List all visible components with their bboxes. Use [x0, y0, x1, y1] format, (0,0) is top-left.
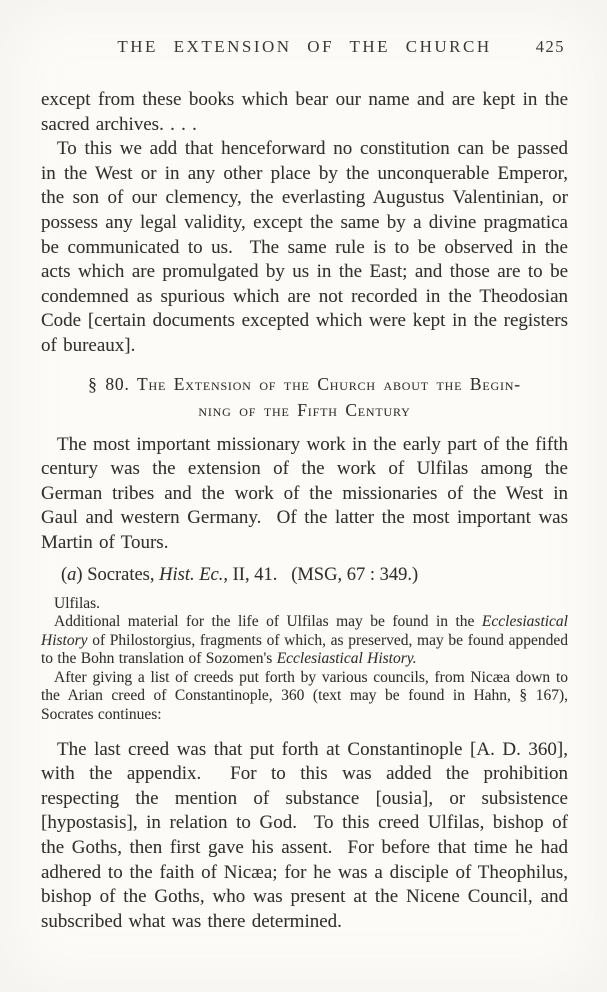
running-head-title: THE EXTENSION OF THE CHURCH [117, 37, 492, 56]
note-para-sources [41, 613, 573, 669]
section-heading-line1: § 80. The Extension of the Church about the Begin- [88, 373, 521, 394]
section-heading [41, 371, 568, 423]
note-heading: Ulfilas. [54, 594, 101, 612]
note-para-context: After giving a list of creeds put forth by various councils, from Nicæa down to the Arian creed of Constantinople, 360 (text may be found in Hahn, § 167), Socrates continues: [41, 668, 573, 724]
paragraph-constitution: To this we add that henceforward no constitution can be passed in the West or in any other place by the unconquerable Emperor, the son of our clemency, the everlasting Augustus Valentinian, or possess any legal validity, except the same by a divine pragmatica be communicated to us. The same rule is to be observed in the acts which are promulgated by us in the East; and those are to be condemned as spurious which are not recorded in the Theodosian Code [certain documents excepted which were kept in the registers of bureaux]. [41, 138, 575, 356]
paragraph-archives: except from these books which bear our name and are kept in the sacred archives. . . . [41, 89, 575, 135]
citation-work-title: Hist. Ec. [159, 564, 224, 585]
section-heading-line2: ning of the Fifth Century [198, 399, 411, 420]
citation-line [41, 563, 568, 587]
running-head [41, 36, 568, 58]
citation-source: ) Socrates, [76, 564, 160, 585]
note-work-title-1: Ecclesiastical History [41, 613, 573, 649]
citation-reference: , II, 41. (MSG, 67 : 349.) [223, 564, 419, 585]
note-sources-lead: Additional material for the life of Ulfilas may be found in the [54, 613, 482, 631]
citation-open-paren: ( [61, 564, 68, 585]
paragraph-intro: The most important missionary work in the early part of the fifth century was the extension of the work of Ulfilas among the German tribes and the work of the missionaries of the West in Gaul and western Germany. Of the latter the most important was Martin of Tours. [41, 433, 575, 553]
note-sources-mid: of Philostorgius, fragments of which, as preserved, may be found appended to the Bohn translation of Sozomen's [41, 631, 573, 668]
citation-item-label: a [67, 564, 77, 585]
paragraph-creed: The last creed was that put forth at Constantinople [A. D. 360], with the appendix. For to this was added the prohibition respecting the mention of substance [ousia], or subsistence [hypostasis], in relation to God. To this creed Ulfilas, bishop of the Goths, then first gave his assent. For before that time he had adhered to the faith of Nicæa; for he was a disciple of Theophilus, bishop of the Goths, who was present at the Nicene Council, and subscribed what was there determined. [41, 738, 575, 932]
editorial-note [41, 594, 573, 725]
page-number: 425 [535, 37, 565, 56]
page-content [41, 36, 575, 934]
note-work-title-2: Ecclesiastical History. [276, 650, 417, 668]
